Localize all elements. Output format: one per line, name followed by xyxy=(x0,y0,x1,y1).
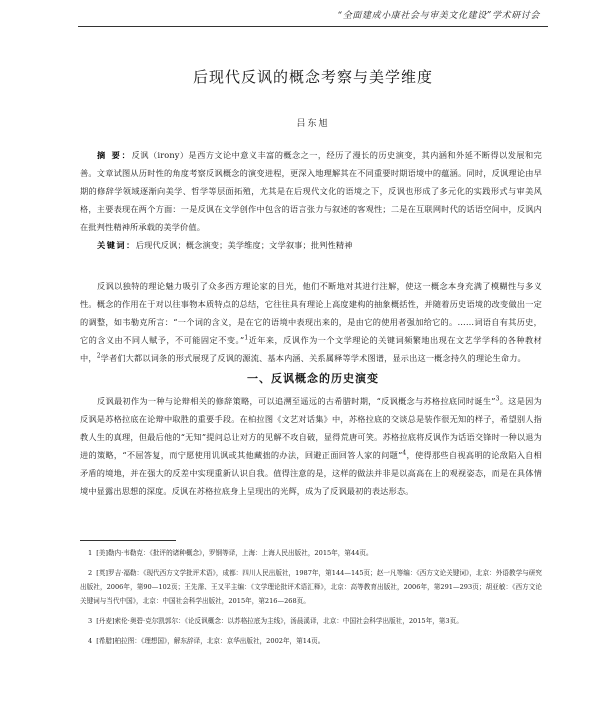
footnote-rule xyxy=(80,540,176,541)
paper-title: 后现代反讽的概念考察与美学维度 xyxy=(192,68,433,86)
abstract-text: 反讽（irony）是西方文论中意义丰富的概念之一，经历了漫长的历史演变，其内涵和外延不断得以发展和完善。文章试图从历时性的角度考察反讽概念的演变进程，更深入地理解其在不同重要时期语境中的蕴涵。同时，反讽理论由早期的修辞学领域逐渐向美学、哲学等层面拓殖，尤其是在后现代文化的语境之下，反讽也形成了多元化的实践形式与审美风格，主要表现在两个方面：一是反讽在文学创作中包含的语言张力与叙述的客观性；二是在互联网时代的话语空间中，反讽内在批判性精神所承载的美学价值。 xyxy=(80,150,542,232)
abstract-label: 摘 要： xyxy=(97,150,132,160)
intro-text-part1: 反讽以独特的理论魅力吸引了众多西方理论家的目光，他们不断地对其进行注解，使这一概念本身充满了模糊性与多义性。概念的作用在于对以往事物本质特点的总结，它往往具有理论上高度建构的抽象概括性，并随着历史语境的改变做出一定的调整，如韦勒克所言：“一个词的含义，是在它的语境中表现出来的，是由它的使用者强加给它的。……词语自有其历史，它的含义由不同人赋予，不可能固定不变。” xyxy=(80,281,542,345)
footnote-text: [美]勒内·韦勒克：《批评的诸种概念》，罗钢等译，上海：上海人民出版社，2015年，第44页。 xyxy=(96,549,373,557)
footnote-number: 2 xyxy=(88,569,93,577)
section-text-part3: ，使得那些自视高明的论敌陷入自相矛盾的境地，并在强大的反差中实现重新认识自我。值得注意的是，这样的做法并非是以高高在上的观视姿态，而是在具体情境中显露出思想的深度。反讽在苏格拉底身上呈现出的光辉，成为了反讽最初的表达形态。 xyxy=(80,450,542,496)
footnote xyxy=(80,634,542,648)
footnote-ref-3: 3 xyxy=(495,395,500,403)
footnote-text: [希腊]柏拉图：《理想国》，解东辞译，北京：京华出版社，2002年，第14页。 xyxy=(96,637,325,645)
keywords xyxy=(80,236,542,254)
section-paragraph xyxy=(80,392,542,500)
intro-text-part2: 近年来，反讽作为一个文学理论的关键词频繁地出现在文艺学学科的各种教材中， xyxy=(80,335,542,363)
footnote-number: 3 xyxy=(88,617,93,625)
section-heading: 一、反讽概念的历史演变 xyxy=(247,372,379,385)
footnote-ref-2: 2 xyxy=(96,352,101,360)
header-rule xyxy=(78,26,548,27)
footnote-ref-4: 4 xyxy=(402,449,407,457)
intro-paragraph xyxy=(80,277,542,367)
section-text-part2: 。这是因为反讽是苏格拉底在论辩中取胜的重要手段。在柏拉图《文艺对话集》中，苏格拉底的交谈总是装作很无知的样子，希望别人指教人生的真理，但最后他的“无知”提问总让对方的见解不攻自破，显得荒唐可笑。苏格拉底将反讽作为话语交锋时一种以退为进的策略，“不屈答复，而宁愿使用讥讽或其他藏拙的办法，回避正面回答人家的问题” xyxy=(80,396,542,460)
footnote xyxy=(80,546,542,560)
footnote xyxy=(80,566,542,608)
footnote xyxy=(80,614,542,628)
footnotes xyxy=(80,546,542,654)
abstract xyxy=(80,146,542,236)
author-name: 吕东旭 xyxy=(296,119,330,129)
footnote-ref-1: 1 xyxy=(244,334,249,342)
footnote-number: 4 xyxy=(88,637,93,645)
intro-text-part3: 学者们大都以词条的形式展现了反讽的源流、基本内涵、关系属释等学术图谱，显示出这一概念持久的理论生命力。 xyxy=(100,353,526,363)
keywords-text: 后现代反讽；概念演变；美学维度；文学叙事；批判性精神 xyxy=(135,240,353,250)
running-header: “全面建成小康社会与审美文化建设”学术研讨会 xyxy=(337,11,540,21)
footnote-number: 1 xyxy=(88,549,93,557)
keywords-label: 关键词： xyxy=(97,240,136,250)
footnote-text: [英]罗吉·福勒：《现代西方文学批评术语》，成都：四川人民出版社，1987年，第144—145页；赵一凡等编：《西方文论关键词》，北京：外语教学与研究出版社，2006年，第90—102页；王先霈、王又平主编：《文学理论批评术语汇释》，北京：高等教育出版社，2006年，第291—293页；胡亚敏：《西方文论关键词与当代中国》，北京：中国社会科学出版社，2015年，第216—268页。 xyxy=(80,569,542,605)
footnote-text: [丹麦]索伦·奥碧·克尔凯郭尔：《论反讽概念：以苏格拉底为主线》，汤晨溪译，北京：中国社会科学出版社，2015年，第3页。 xyxy=(96,617,463,625)
section-text-part1: 反讽最初作为一种与论辩相关的修辞策略，可以追溯至遥远的古希腊时期，“反讽概念与苏格拉底同时诞生” xyxy=(97,396,496,406)
